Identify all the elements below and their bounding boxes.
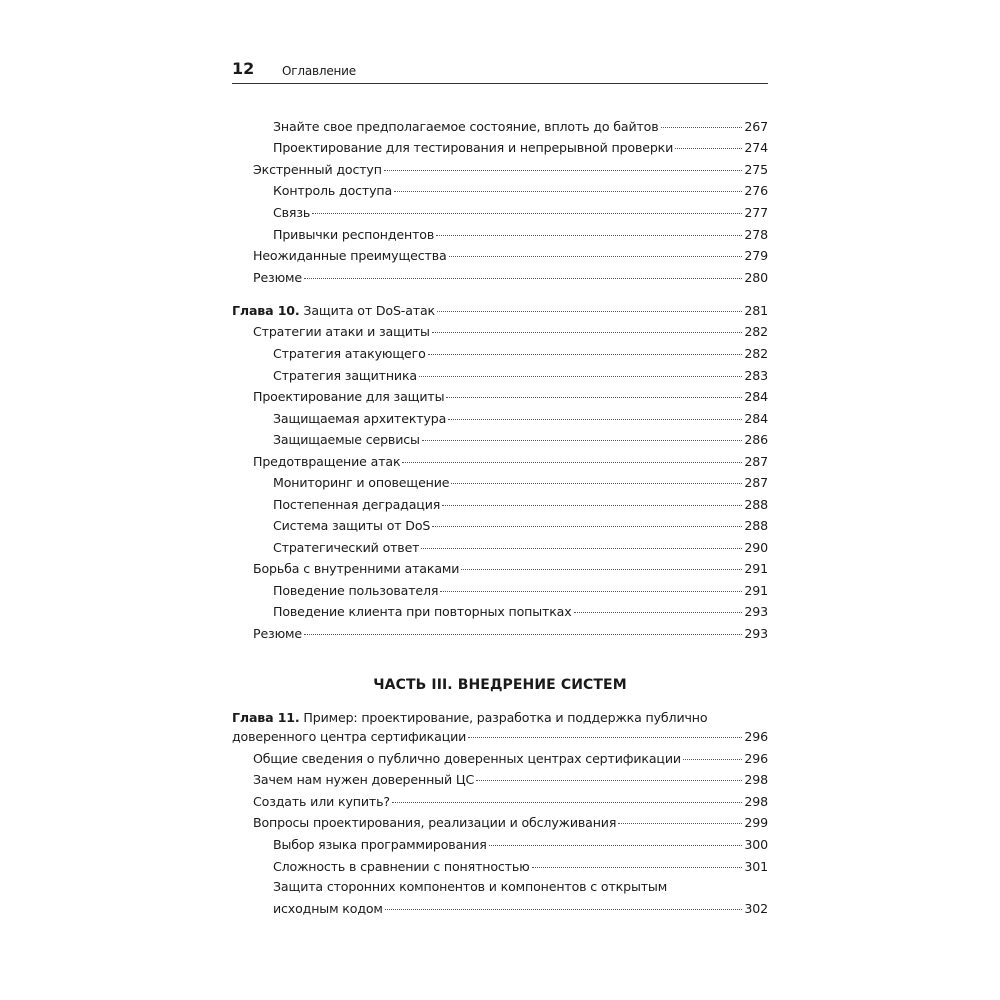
dot-leader [618,823,742,824]
toc-entry-page: 287 [744,454,768,469]
dot-leader [385,909,743,910]
toc-entry[interactable] [232,516,768,536]
page-header [232,60,768,84]
toc-entry-title: Создать или купить? [253,794,390,809]
dot-leader [304,634,742,635]
toc-entry-page: 288 [744,497,768,512]
toc-entry-title: Постепенная деградация [273,497,441,512]
toc-entry[interactable] [232,452,768,472]
page-number: 12 [232,59,255,78]
dot-leader [476,780,742,781]
toc-entry-page: 287 [744,475,768,490]
toc-entry[interactable] [232,857,768,877]
toc-entry[interactable] [232,624,768,644]
toc-entry-page: 298 [744,794,768,809]
toc-entry[interactable] [232,268,768,288]
dot-leader [422,440,743,441]
toc-entry[interactable] [232,602,768,622]
chapter-title: Пример: проектирование, разработка и поддержка публично [299,710,708,725]
toc-entry-title: Поведение клиента при повторных попытках [273,604,572,619]
dot-leader [446,397,742,398]
toc-entry[interactable] [232,430,768,450]
toc-entry-title: Стратегии атаки и защиты [253,324,430,339]
toc-entry-title [232,301,435,321]
dot-leader [421,548,742,549]
toc-entry-title: Экстренный доступ [253,162,382,177]
toc-entry-title: Связь [273,205,311,220]
toc-entry[interactable] [232,835,768,855]
toc-entry-title: Стратегический ответ [273,540,420,555]
toc-entry-first-line[interactable] [232,877,768,897]
toc-entry-title: исходным кодом [273,901,383,916]
dot-leader [532,867,743,868]
toc-entry-page: 290 [744,540,768,555]
toc-entry-page: 282 [744,324,768,339]
dot-leader [440,591,742,592]
toc-entry-title: Стратегия атакующего [273,346,426,361]
toc-entry-title: Общие сведения о публично доверенных центрах сертификации [253,751,681,766]
dot-leader [437,311,742,312]
toc-entry-title: Проектирование для тестирования и непрерывной проверки [273,140,674,155]
toc-entry-page: 301 [744,859,768,874]
toc-entry-title: Сложность в сравнении с понятностью [273,859,530,874]
dot-leader [394,191,742,192]
dot-leader [448,419,742,420]
toc-entry-title: Защищаемая архитектура [273,411,447,426]
toc-entry[interactable] [232,344,768,364]
toc-chapter-entry[interactable] [232,727,768,747]
dot-leader [384,170,743,171]
toc-entry-page: 281 [744,303,768,318]
toc-chapter-entry-first-line[interactable] [232,708,768,728]
dot-leader [683,759,742,760]
toc-entry-page: 284 [744,389,768,404]
toc-entry-title: Проектирование для защиты [253,389,445,404]
toc-entry-title: Привычки респондентов [273,227,435,242]
toc-entry-title: Неожиданные преимущества [253,248,447,263]
toc-entry-page: 300 [744,837,768,852]
toc-entry[interactable] [232,225,768,245]
toc-entry[interactable] [232,117,768,137]
dot-leader [468,737,742,738]
toc-entry-page: 291 [744,561,768,576]
dot-leader [661,127,743,128]
dot-leader [442,505,742,506]
dot-leader [432,526,742,527]
toc-entry-title: Поведение пользователя [273,583,439,598]
toc-entry-page: 286 [744,432,768,447]
toc-entry-title: Защищаемые сервисы [273,432,420,447]
chapter-label: Глава 11. [232,710,300,725]
toc-entry[interactable] [232,581,768,601]
toc-entry[interactable] [232,409,768,429]
chapter-title: Защита от DoS-атак [299,303,435,318]
dot-leader [392,802,743,803]
toc-entry-page: 274 [744,140,768,155]
toc-entry-title: Знайте свое предполагаемое состояние, вплоть до байтов [273,119,659,134]
dot-leader [304,278,742,279]
toc-entry-title: Борьба с внутренними атаками [253,561,460,576]
toc-entry[interactable] [232,899,768,919]
toc-entry[interactable] [232,749,768,769]
toc-entry-title: Выбор языка программирования [273,837,487,852]
toc-entry-page: 293 [744,626,768,641]
header-rule [232,83,768,84]
dot-leader [489,845,743,846]
toc-entry-title: Защита сторонних компонентов и компонентов с открытым [273,879,668,894]
toc-entry[interactable] [232,495,768,515]
dot-leader [574,612,743,613]
toc-entry-page: 276 [744,183,768,198]
toc-entry[interactable] [232,246,768,266]
toc-entry-page: 283 [744,368,768,383]
toc-entry-page: 299 [744,815,768,830]
toc-entry-page: 302 [744,901,768,916]
dot-leader [428,354,743,355]
toc-entry-page: 275 [744,162,768,177]
toc-entry-page: 282 [744,346,768,361]
toc-entry-page: 296 [744,751,768,766]
dot-leader [402,462,742,463]
toc-entry-page: 267 [744,119,768,134]
dot-leader [432,332,743,333]
toc-entry-title: Стратегия защитника [273,368,417,383]
part-heading: ЧАСТЬ III. ВНЕДРЕНИЕ СИСТЕМ [373,677,627,693]
running-title: Оглавление [282,64,356,78]
toc-entry[interactable] [232,160,768,180]
toc-entry-page: 298 [744,772,768,787]
toc-entry[interactable] [232,813,768,833]
toc-entry-title: доверенного центра сертификации [232,729,467,744]
toc-entry[interactable] [232,770,768,790]
toc-entry[interactable] [232,181,768,201]
toc-entry-page: 277 [744,205,768,220]
dot-leader [461,569,742,570]
toc-entry[interactable] [232,538,768,558]
toc-entry[interactable] [232,387,768,407]
toc-entry[interactable] [232,203,768,223]
dot-leader [449,256,743,257]
toc-entry-page: 279 [744,248,768,263]
toc-entry-title: Предотвращение атак [253,454,401,469]
dot-leader [436,235,742,236]
toc-entry[interactable] [232,792,768,812]
toc-entry[interactable] [232,559,768,579]
toc-entry[interactable] [232,366,768,386]
toc-entry-page: 293 [744,604,768,619]
chapter-label: Глава 10. [232,303,300,318]
dot-leader [419,376,742,377]
toc-entry-title: Резюме [253,626,302,641]
toc-entry-title: Резюме [253,270,302,285]
toc-entry-page: 288 [744,518,768,533]
toc-entry-page: 296 [744,729,768,744]
dot-leader [312,213,742,214]
toc-entry[interactable] [232,138,768,158]
toc-entry-page: 278 [744,227,768,242]
toc-entry-title: Зачем нам нужен доверенный ЦС [253,772,475,787]
toc-entry[interactable] [232,322,768,342]
toc-entry-title: Контроль доступа [273,183,393,198]
toc-chapter-entry[interactable] [232,301,768,321]
toc-entry-page: 284 [744,411,768,426]
dot-leader [451,483,742,484]
toc-entry-title: Вопросы проектирования, реализации и обслуживания [253,815,617,830]
toc-entry-page: 291 [744,583,768,598]
toc-entry-title: Система защиты от DoS [273,518,431,533]
toc-entry-page: 280 [744,270,768,285]
dot-leader [675,148,742,149]
toc-entry-title: Мониторинг и оповещение [273,475,450,490]
toc-entry[interactable] [232,473,768,493]
